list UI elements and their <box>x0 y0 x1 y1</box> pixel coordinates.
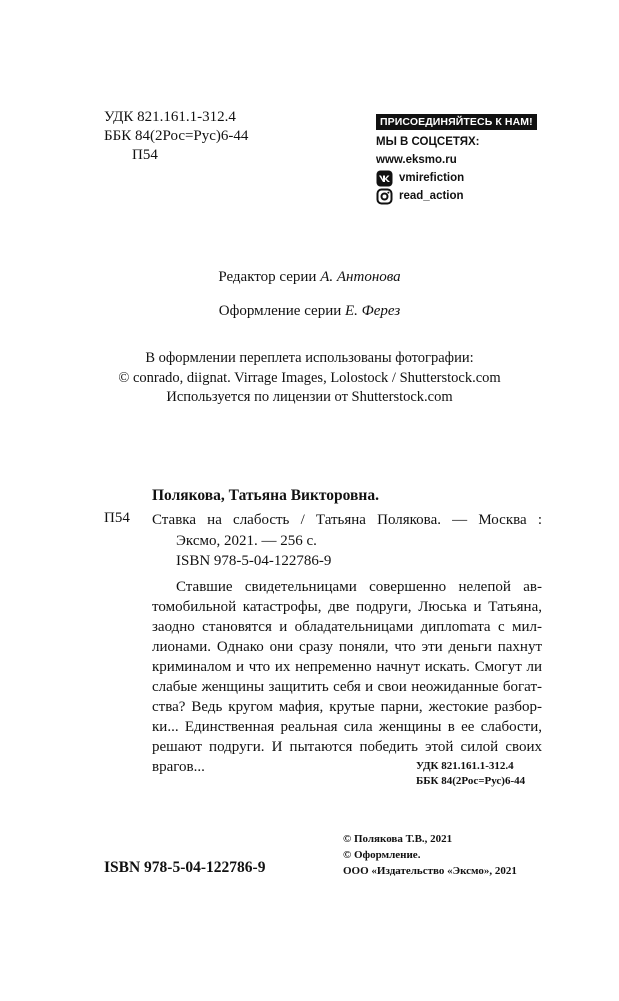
udk-code-bottom: УДК 821.161.1-312.4 <box>416 760 514 772</box>
photo-credits-line: Используется по лицензии от Shutterstock.com <box>166 389 453 405</box>
annotation-line: Ставшие свидетельницами совершенно нелепой ав- <box>176 579 542 595</box>
author-code: П54 <box>132 147 158 163</box>
annotation-line: заодно становятся и обладательницами диплomата с мил- <box>152 619 542 635</box>
website-link[interactable]: www.eksmo.ru <box>376 154 457 166</box>
annotation-line: ки... Единственная реальная сила женщины в ее слабости, <box>152 719 542 735</box>
catalog-codes-bottom <box>416 759 525 789</box>
bbk-code-bottom: ББК 84(2Рос=Рус)6-44 <box>416 775 526 787</box>
photo-credits-line: В оформлении переплета использованы фотографии: <box>145 350 474 366</box>
copyright-line: © Полякова Т.В., 2021 <box>343 833 453 845</box>
isbn-record: ISBN 978-5-04-122786-9 <box>176 553 332 569</box>
bib-author-code: П54 <box>104 510 130 526</box>
isbn-bottom: ISBN 978-5-04-122786-9 <box>104 859 266 876</box>
catalog-codes <box>104 108 248 165</box>
bib-record <box>152 510 542 552</box>
series-editor <box>0 269 619 286</box>
bib-line: Ставка на слабость / Татьяна Полякова. — Москва : <box>152 512 542 528</box>
vk-row[interactable] <box>376 169 537 187</box>
photo-credits <box>0 349 619 408</box>
author-heading: Полякова, Татьяна Викторовна. <box>152 487 379 504</box>
series-design <box>0 303 619 320</box>
design-label: Оформление серии <box>218 303 342 319</box>
editor-name: А. Антонова <box>320 269 401 285</box>
join-banner: ПРИСОЕДИНЯЙТЕСЬ К НАМ! <box>376 114 537 130</box>
annotation-line: решают подруги. И пытаются победить этой силой своих <box>152 739 542 755</box>
annotation-line: томобильной катастрофы, две подруги, Люська и Татьяна, <box>152 599 542 615</box>
copyright-line: © Оформление. <box>343 849 421 861</box>
udk-code: УДК 821.161.1-312.4 <box>104 109 236 125</box>
annotation-line: ства? Ведь кругом мафия, крутые парни, жестокие разбор- <box>152 699 542 715</box>
vk-handle: vmirefiction <box>399 172 465 184</box>
annotation <box>152 577 542 777</box>
annotation-line: слабые женщины защитить себя и свои неожиданные богат- <box>152 679 542 695</box>
annotation-line: лионами. Однако они сразу поняли, что эти деньги пахнут <box>152 639 542 655</box>
editor-label: Редактор серии <box>218 269 317 285</box>
instagram-icon <box>376 188 393 205</box>
instagram-row[interactable] <box>376 187 537 205</box>
annotation-line: криминалом и что их непременно начнут искать. Смогут ли <box>152 659 542 675</box>
bib-line: Эксмо, 2021. — 256 с. <box>176 533 317 549</box>
instagram-handle: read_action <box>399 190 464 202</box>
annotation-line: врагов... <box>152 759 205 775</box>
bbk-code: ББК 84(2Рос=Рус)6-44 <box>104 128 249 144</box>
vk-icon <box>376 170 393 187</box>
copyright-block <box>343 831 517 879</box>
social-heading: МЫ В СОЦСЕТЯХ: <box>376 136 480 148</box>
social-block <box>376 112 537 205</box>
design-name: Е. Ферез <box>345 303 401 319</box>
copyright-line: ООО «Издательство «Эксмо», 2021 <box>343 865 517 877</box>
photo-credits-line: © conrado, diignat. Virrage Images, Lolostock / Shutterstock.com <box>118 369 501 386</box>
